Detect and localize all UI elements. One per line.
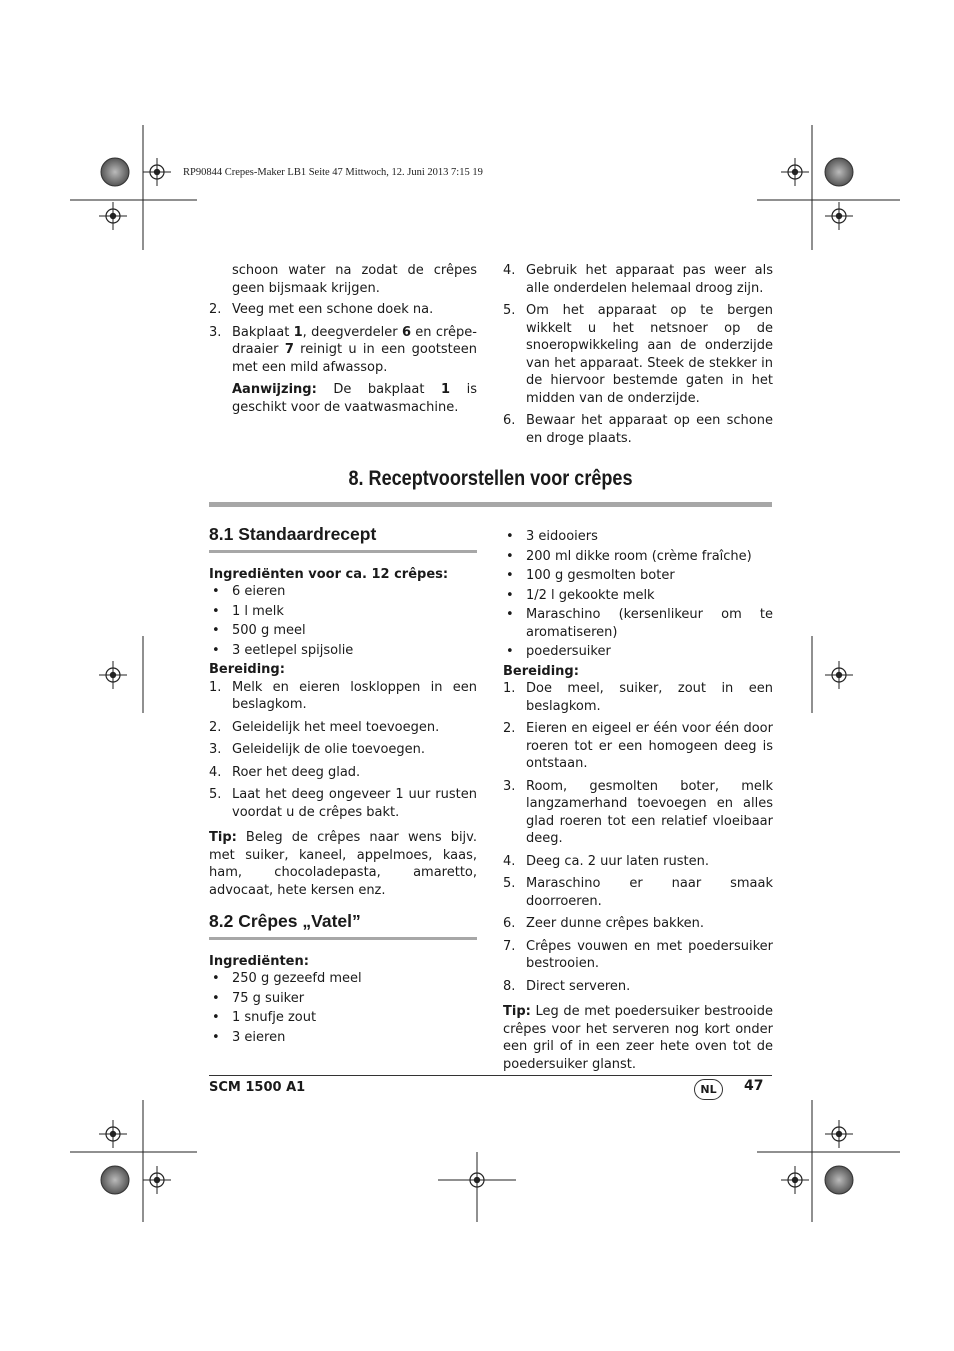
tip-label: Tip:: [503, 1004, 531, 1019]
preparation-label: Bereiding:: [503, 663, 579, 679]
list-item: [209, 301, 477, 319]
ingredients-label: Ingrediënten:: [209, 953, 309, 969]
step-text: Laat het deeg ongeveer 1 uur rusten voordat u de crêpes bakt.: [232, 787, 477, 820]
list-item: [503, 853, 773, 871]
step-number: 5.: [503, 303, 516, 318]
bullet: •: [212, 971, 220, 986]
step-text: Gebruik het apparaat pas weer als alle onderdelen helemaal droog zijn.: [526, 263, 773, 296]
ingredient: Maraschino (kersenlikeur om te aromatiseren): [526, 607, 773, 640]
section-title-vatel: 8.2 Crêpes „Vatel”: [209, 913, 477, 940]
footer-divider: [209, 1075, 772, 1076]
list-item: [503, 528, 773, 546]
bullet: •: [212, 642, 220, 658]
bullet: •: [506, 568, 514, 583]
list-item: [209, 603, 477, 621]
note-text: De bakplaat: [316, 382, 442, 397]
bullet: •: [212, 990, 220, 1006]
preparation-steps: [209, 679, 477, 822]
list-item: [209, 764, 477, 782]
list-item: [209, 679, 477, 714]
list-item: [503, 680, 773, 715]
list-item: [503, 915, 773, 933]
recipes-right-column: [503, 528, 773, 1073]
bullet: •: [212, 623, 220, 638]
ingredient: 1 l melk: [232, 603, 284, 619]
cleaning-left-column: [209, 262, 477, 416]
cleaning-steps-left: [209, 301, 477, 376]
ingredient: 1/2 l gekookte melk: [526, 587, 655, 603]
bullet: •: [212, 1029, 220, 1045]
list-item: [503, 587, 773, 605]
step-number: 7.: [503, 938, 516, 954]
section-title-standard-recipe: 8.1 Standaardrecept: [209, 526, 477, 553]
step-number: 2.: [503, 721, 516, 736]
step-text: Direct serveren.: [526, 978, 631, 994]
list-item: [209, 719, 477, 737]
ingredient: 500 g meel: [232, 623, 306, 638]
step-text: en crêpedraaier: [232, 324, 477, 357]
ingredient: 250 g gezeefd meel: [232, 971, 362, 986]
ingredient: 100 g gesmolten boter: [526, 568, 675, 583]
list-item: [503, 548, 773, 566]
tip-paragraph: [503, 1003, 773, 1073]
list-item: [209, 1029, 477, 1047]
list-item: [209, 324, 477, 377]
cleaning-continued-text: schoon water na zodat de crêpes geen bijsmaak krijgen.: [232, 263, 477, 296]
step-text: Crêpes vouwen en met poedersuiker bestrooien.: [526, 938, 773, 971]
step-number: 8.: [503, 978, 516, 994]
list-item: [209, 970, 477, 988]
ingredient: 3 eieren: [232, 1029, 286, 1045]
step-number: 3.: [503, 778, 516, 794]
step-number: 4.: [209, 764, 222, 780]
list-item: [503, 412, 773, 447]
step-text: Maraschino er naar smaak doorroeren.: [526, 876, 773, 909]
list-item: [209, 583, 477, 601]
list-item: [209, 1009, 477, 1027]
ingredient: 1 snufje zout: [232, 1010, 317, 1025]
step-number: 5.: [209, 787, 222, 802]
bullet: •: [212, 1010, 220, 1025]
part-number: 1: [293, 324, 303, 340]
list-item: [209, 741, 477, 759]
ingredient: poedersuiker: [526, 644, 611, 659]
step-text: Room, gesmolten boter, melk langzamerhand toevoegen en alles glad roeren tot een relatief vloeibaar deeg.: [526, 778, 773, 846]
cleaning-right-column: [503, 262, 773, 452]
tip-text: Beleg de crêpes naar wens bijv. met suiker, kaneel, appelmoes, kaas, ham, chocoladepasta, amaretto, advocaat, hete kersen enz.: [209, 830, 477, 898]
ingredient: 6 eieren: [232, 584, 286, 599]
list-item: [503, 938, 773, 973]
step-text: Deeg ca. 2 uur laten rusten.: [526, 853, 709, 869]
step-text: Geleidelijk het meel toevoegen.: [232, 719, 440, 735]
preparation-steps: [503, 680, 773, 995]
step-text: Bakplaat: [232, 324, 294, 340]
ingredients-list: [209, 970, 477, 1046]
part-number: 1: [441, 382, 451, 397]
step-number: 2.: [209, 302, 222, 317]
step-number: 4.: [503, 853, 516, 869]
step-number: 5.: [503, 876, 516, 891]
bullet: •: [506, 529, 514, 544]
list-item: [503, 606, 773, 641]
step-text: , deegverdeler: [302, 324, 402, 340]
bullet: •: [212, 584, 220, 599]
ingredient: 75 g suiker: [232, 990, 305, 1006]
list-item: [209, 622, 477, 640]
bullet: •: [506, 644, 514, 659]
list-item: [503, 643, 773, 661]
list-item: [503, 262, 773, 297]
tip-paragraph: [209, 829, 477, 899]
step-number: 1.: [209, 679, 222, 695]
ingredients-label: Ingrediënten voor ca. 12 crêpes:: [209, 566, 449, 582]
ingredients-list: [209, 583, 477, 659]
note-label: Aanwijzing:: [232, 382, 317, 397]
list-item: [209, 642, 477, 660]
print-header: RP90844 Crepes-Maker LB1 Seite 47 Mittwoch, 12. Juni 2013 7:15 19: [183, 167, 483, 178]
ingredient: 200 ml dikke room (crème fraîche): [526, 548, 752, 564]
list-item: [209, 990, 477, 1008]
step-text: Eieren en eigeel er één voor één door roeren tot er een homogeen deeg is ontstaan.: [526, 721, 773, 771]
step-number: 6.: [503, 413, 516, 428]
tip-label: Tip:: [209, 830, 237, 845]
step-text: Doe meel, suiker, zout in een beslagkom.: [526, 681, 773, 714]
chapter-title: 8. Receptvoorstellen voor crêpes: [348, 467, 633, 490]
list-item: [503, 875, 773, 910]
step-text: Melk en eieren loskloppen in een beslagkom.: [232, 679, 477, 712]
bullet: •: [212, 603, 220, 619]
ingredient: 3 eidooiers: [526, 529, 598, 544]
list-item: [209, 786, 477, 821]
step-number: 4.: [503, 263, 516, 278]
list-item: [503, 720, 773, 773]
ingredients-list: [503, 528, 773, 661]
step-number: 6.: [503, 916, 516, 931]
part-number: 7: [284, 342, 294, 357]
step-number: 3.: [209, 324, 222, 340]
page-number: 47: [744, 1078, 764, 1094]
step-number: 3.: [209, 742, 222, 757]
bullet: •: [506, 548, 514, 564]
step-text: Geleidelijk de olie toevoegen.: [232, 742, 426, 757]
preparation-label: Bereiding:: [209, 662, 285, 677]
recipes-left-column: [209, 526, 477, 1048]
step-number: 2.: [209, 719, 222, 735]
step-text: reinigt u in een gootsteen met een mild afwassop.: [232, 342, 478, 375]
chapter-divider: [209, 502, 772, 507]
bullet: •: [506, 607, 514, 622]
note-text: is geschikt voor de vaatwasmachine.: [232, 382, 477, 415]
step-text: Bewaar het apparaat op een schone en droge plaats.: [526, 413, 773, 446]
footer-model: SCM 1500 A1: [209, 1080, 306, 1095]
step-text: Zeer dunne crêpes bakken.: [526, 916, 705, 931]
part-number: 6: [401, 324, 411, 340]
cleaning-note: [232, 381, 477, 416]
step-number: 1.: [503, 681, 516, 696]
language-badge: NL: [694, 1079, 723, 1100]
list-item: [503, 778, 773, 848]
list-item: [503, 567, 773, 585]
tip-text: Leg de met poedersuiker bestrooide crêpes voor het serveren nog kort onder een gril of in een zeer hete oven tot de poedersuiker glanst.: [503, 1004, 773, 1072]
list-item: [503, 978, 773, 996]
bullet: •: [506, 587, 514, 603]
step-text: Veeg met een schone doek na.: [232, 302, 434, 317]
step-text: Om het apparaat op te bergen wikkelt u het netsnoer op de snoeropwikkeling aan de onderzijde van het apparaat. Steek de stekker in de hiervoor bestemde gaten in het midden van de onderzijde.: [526, 303, 773, 406]
step-text: Roer het deeg glad.: [232, 764, 361, 780]
ingredient: 3 eetlepel spijsolie: [232, 642, 354, 658]
list-item: [503, 302, 773, 407]
cleaning-steps-right: [503, 262, 773, 447]
